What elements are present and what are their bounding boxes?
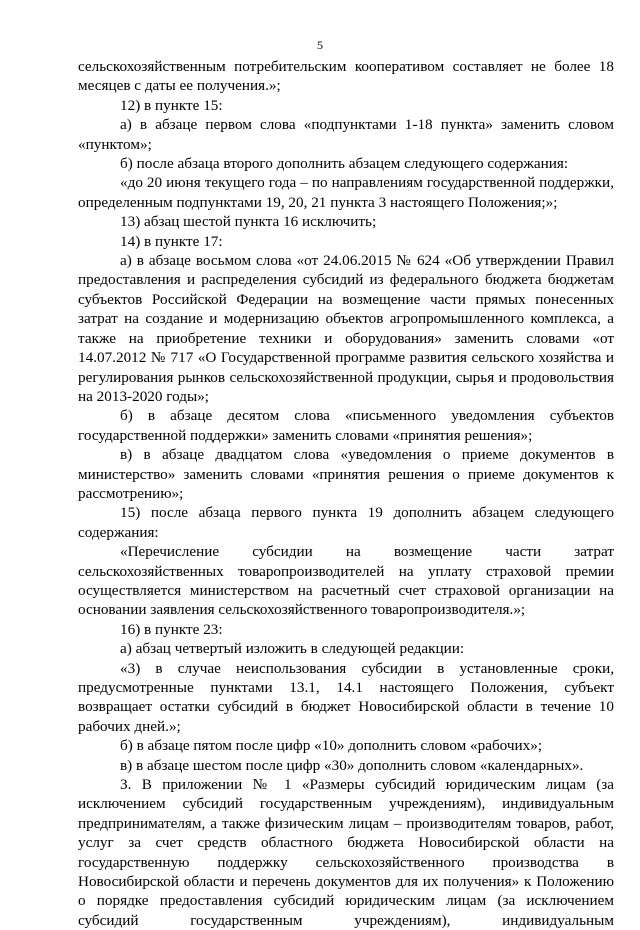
paragraph: 14) в пункте 17: xyxy=(120,232,223,250)
paragraph: в) в абзаце шестом после цифр «30» дополнить словом «календарных». xyxy=(120,756,584,774)
paragraph: б) после абзаца второго дополнить абзацем следующего содержания: xyxy=(120,155,569,173)
document-body xyxy=(78,57,614,930)
paragraph: сельскохозяйственным потребительским кооперативом составляет не более 18 месяцев с даты ее получения.»; xyxy=(78,58,614,95)
page-number: 5 xyxy=(317,38,323,52)
paragraph: а) абзац четвертый изложить в следующей редакции: xyxy=(120,640,465,658)
paragraph: 15) после абзаца первого пункта 19 дополнить абзацем следующего содержания: xyxy=(78,504,614,541)
paragraph: б) в абзаце пятом после цифр «10» дополнить словом «рабочих»; xyxy=(120,737,543,755)
paragraph: 13) абзац шестой пункта 16 исключить; xyxy=(120,213,377,231)
paragraph: 16) в пункте 23: xyxy=(120,620,223,638)
paragraph: «Перечисление субсидии на возмещение части затрат сельскохозяйственных товаропроизводителей на уплату страховой премии осуществляется министерством на расчетный счет страховой организации на основании заявления сельскохозяйственного товаропроизводителя.»; xyxy=(78,543,614,619)
paragraph: 12) в пункте 15: xyxy=(120,96,223,114)
paragraph: «3) в случае неиспользования субсидии в установленные сроки, предусмотренные пунктами 13.1, 14.1 настоящего Положения, субъект возвращает остатки субсидий в бюджет Новосибирской области в течение 10 рабочих дней.»; xyxy=(78,659,614,735)
paragraph: «до 20 июня текущего года – по направлениям государственной поддержки, определенным подпунктами 19, 20, 21 пункта 3 настоящего Положения;»; xyxy=(78,174,614,211)
paragraph: а) в абзаце первом слова «подпунктами 1-18 пункта» заменить словом «пунктом»; xyxy=(78,116,614,153)
paragraph: в) в абзаце двадцатом слова «уведомления о приеме документов в министерство» заменить словами «принятия решения о приеме документов к рассмотрению»; xyxy=(78,446,614,502)
paragraph: 3. В приложении № 1 «Размеры субсидий юридическим лицам (за исключением субсидий государственным учреждениям), индивидуальным предпринимателям, а также физическим лицам – производителям товаров, работ, услуг за счет средств областного бюджета Новосибирской области на государственную поддержку сельскохозяйственного производства в Новосибирской области и перечень документов для их получения» к Положению о порядке предоставления субсидий юридическим лицам (за исключением субсидий государственным учреждениям), индивидуальным xyxy=(78,776,614,929)
paragraph: а) в абзаце восьмом слова «от 24.06.2015 № 624 «Об утверждении Правил предоставления и распределения субсидий из федерального бюджета бюджетам субъектов Российской Федерации на возмещение части прямых понесенных затрат на создание и модернизацию объектов агропромышленного комплекса, а также на приобретение техники и оборудования» заменить словами «от 14.07.2012 № 717 «О Государственной программе развития сельского хозяйства и регулирования рынков сельскохозяйственной продукции, сырья и продовольствия на 2013-2020 годы»; xyxy=(78,252,614,405)
paragraph: б) в абзаце десятом слова «письменного уведомления субъектов государственной поддержки» заменить словами «принятия решения»; xyxy=(78,407,614,444)
